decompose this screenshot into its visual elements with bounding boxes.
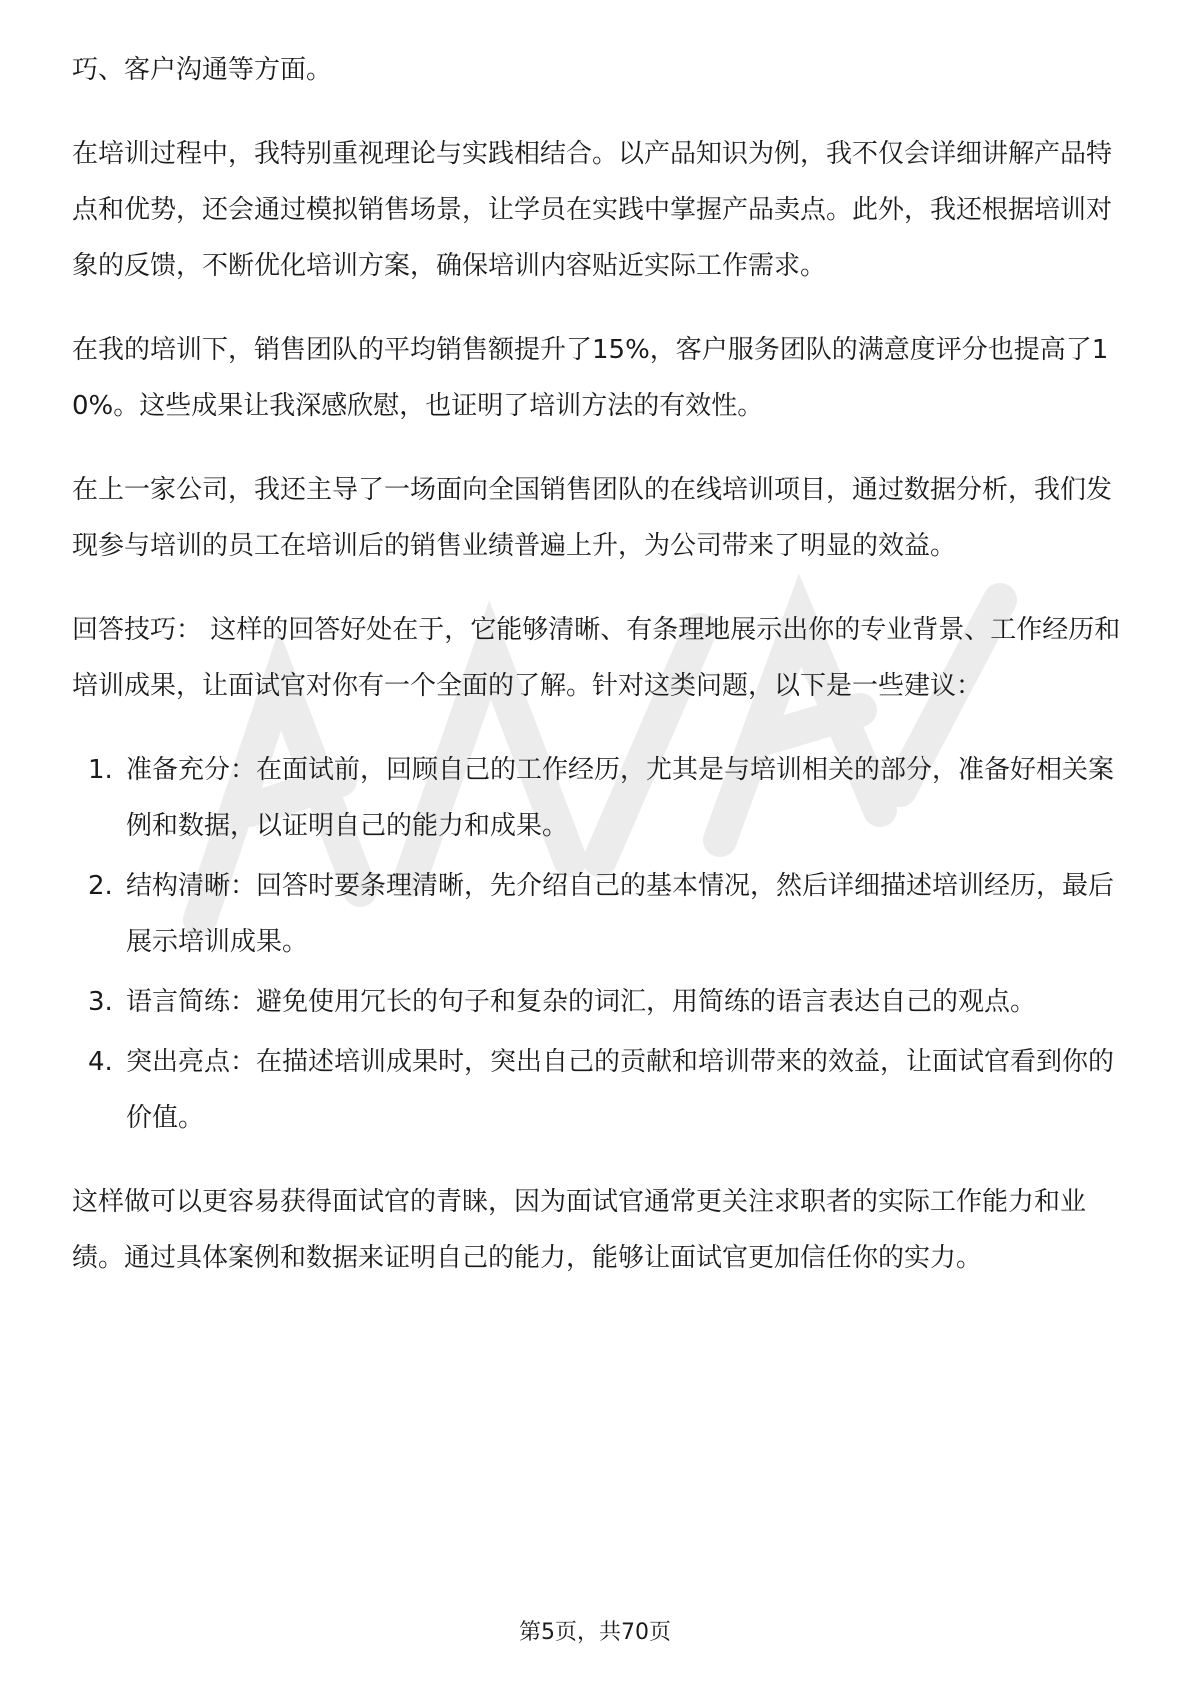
paragraph-intro-tail: 巧、客户沟通等方面。: [72, 55, 333, 85]
list-item-number: 3.: [88, 987, 113, 1017]
list-item: [72, 974, 1122, 1030]
paragraph-previous-company: 在上一家公司，我还主导了一场面向全国销售团队的在线培训项目，通过数据分析，我们发现参与培训的员工在培训后的销售业绩普遍上升，为公司带来了明显的效益。: [72, 475, 1113, 561]
paragraph-closing: 这样做可以更容易获得面试官的青睐，因为面试官通常更关注求职者的实际工作能力和业绩。通过具体案例和数据来证明自己的能力，能够让面试官更加信任你的实力。: [72, 1187, 1087, 1273]
list-item-text: 准备充分：在面试前，回顾自己的工作经历，尤其是与培训相关的部分，准备好相关案例和数据，以证明自己的能力和成果。: [126, 755, 1115, 841]
paragraph-training-results: 在我的培训下，销售团队的平均销售额提升了15%，客户服务团队的满意度评分也提高了10%。这些成果让我深感欣慰，也证明了培训方法的有效性。: [72, 335, 1109, 421]
list-item-text: 语言简练：避免使用冗长的句子和复杂的词汇，用简练的语言表达自己的观点。: [126, 987, 1037, 1017]
list-item-text: 结构清晰：回答时要条理清晰，先介绍自己的基本情况，然后详细描述培训经历，最后展示培训成果。: [126, 871, 1115, 957]
list-item-number: 2.: [88, 871, 113, 901]
suggestion-list: [72, 742, 1122, 1146]
document-body: [72, 42, 1122, 1314]
list-item-number: 1.: [88, 755, 113, 785]
list-item: [72, 742, 1122, 854]
page-number-footer: 第5页，共70页: [519, 1620, 671, 1645]
list-item-text: 突出亮点：在描述培训成果时，突出自己的贡献和培训带来的效益，让面试官看到你的价值。: [126, 1047, 1115, 1133]
list-item: [72, 1034, 1122, 1146]
paragraph-training-process: 在培训过程中，我特别重视理论与实践相结合。以产品知识为例，我不仅会详细讲解产品特点和优势，还会通过模拟销售场景，让学员在实践中掌握产品卖点。此外，我还根据培训对象的反馈，不断优化培训方案，确保培训内容贴近实际工作需求。: [72, 139, 1113, 281]
list-item: [72, 858, 1122, 970]
paragraph-answer-tips: 回答技巧： 这样的回答好处在于，它能够清晰、有条理地展示出你的专业背景、工作经历和培训成果，让面试官对你有一个全面的了解。针对这类问题，以下是一些建议：: [72, 615, 1121, 701]
list-item-number: 4.: [88, 1047, 113, 1077]
